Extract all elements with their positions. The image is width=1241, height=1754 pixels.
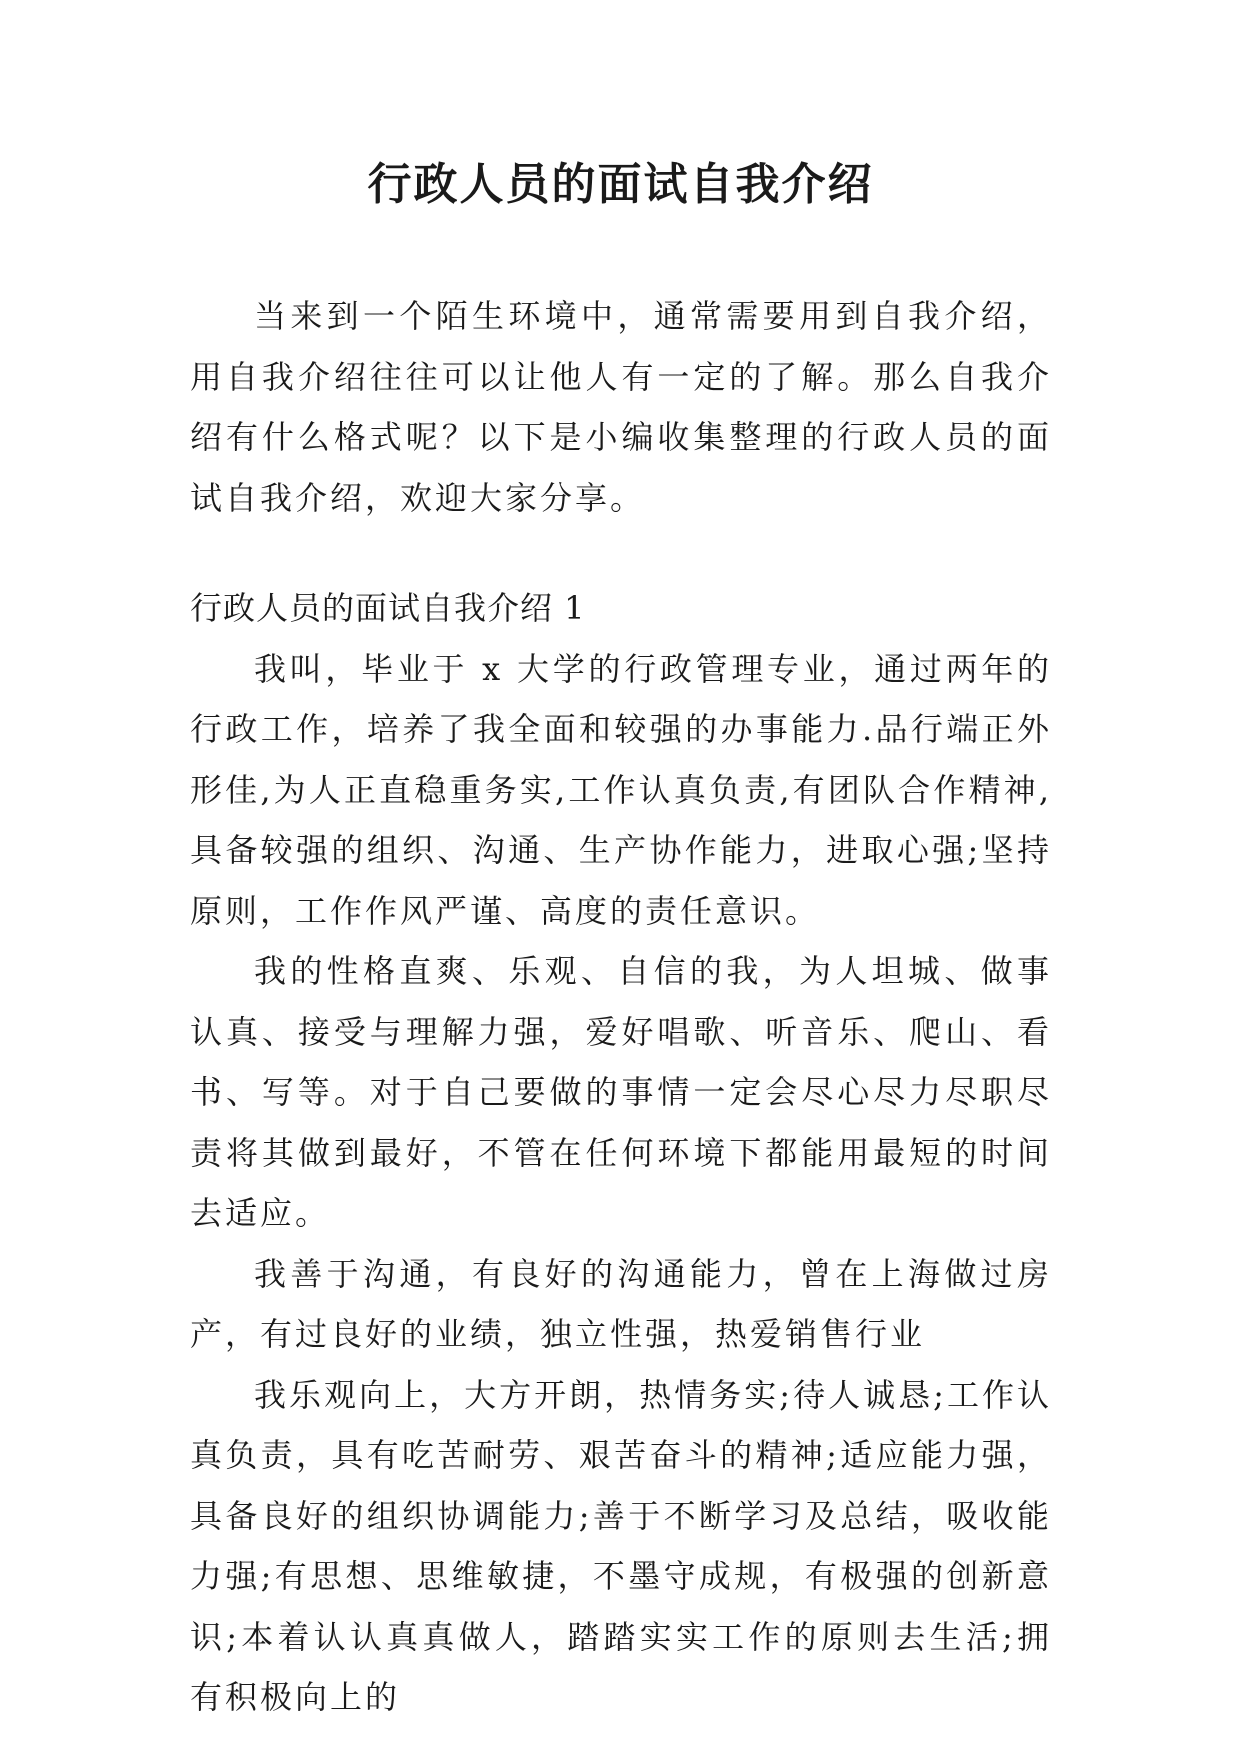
page-title: 行政人员的面试自我介绍: [367, 159, 874, 210]
section-paragraph: 我的性格直爽、乐观、自信的我，为人坦城、做事认真、接受与理解力强，爱好唱歌、听音乐、爬山、看书、写等。对于自己要做的事情一定会尽心尽力尽职尽责将其做到最好，不管在任何环境下都能用最短的时间去适应。: [190, 952, 1052, 1232]
intro-text: 当来到一个陌生环境中，通常需要用到自我介绍，用自我介绍往往可以让他人有一定的了解。那么自我介绍有什么格式呢？以下是小编收集整理的行政人员的面试自我介绍，欢迎大家分享。: [190, 297, 1052, 517]
section-paragraph: 我乐观向上，大方开朗，热情务实;待人诚恳;工作认真负责，具有吃苦耐劳、艰苦奋斗的精神;适应能力强，具备良好的组织协调能力;善于不断学习及总结，吸收能力强;有思想、思维敏捷，不墨守成规，有极强的创新意识;本着认认真真做人，踏踏实实工作的原则去生活;拥有积极向上的: [190, 1375, 1052, 1716]
section-paragraph: 我善于沟通，有良好的沟通能力，曾在上海做过房产，有过良好的业绩，独立性强，热爱销售行业: [190, 1254, 1052, 1353]
section-paragraph: 我叫，毕业于 x 大学的行政管理专业，通过两年的行政工作，培养了我全面和较强的办事能力.品行端正外形佳,为人正直稳重务实,工作认真负责,有团队合作精神,具备较强的组织、沟通、生产协作能力，进取心强;坚持原则，工作作风严谨、高度的责任意识。: [190, 649, 1052, 930]
section-heading: 行政人员的面试自我介绍 1: [190, 589, 586, 627]
section-body: [190, 639, 1052, 1728]
section-1: [190, 578, 1052, 1728]
intro-paragraph: [190, 286, 1052, 528]
